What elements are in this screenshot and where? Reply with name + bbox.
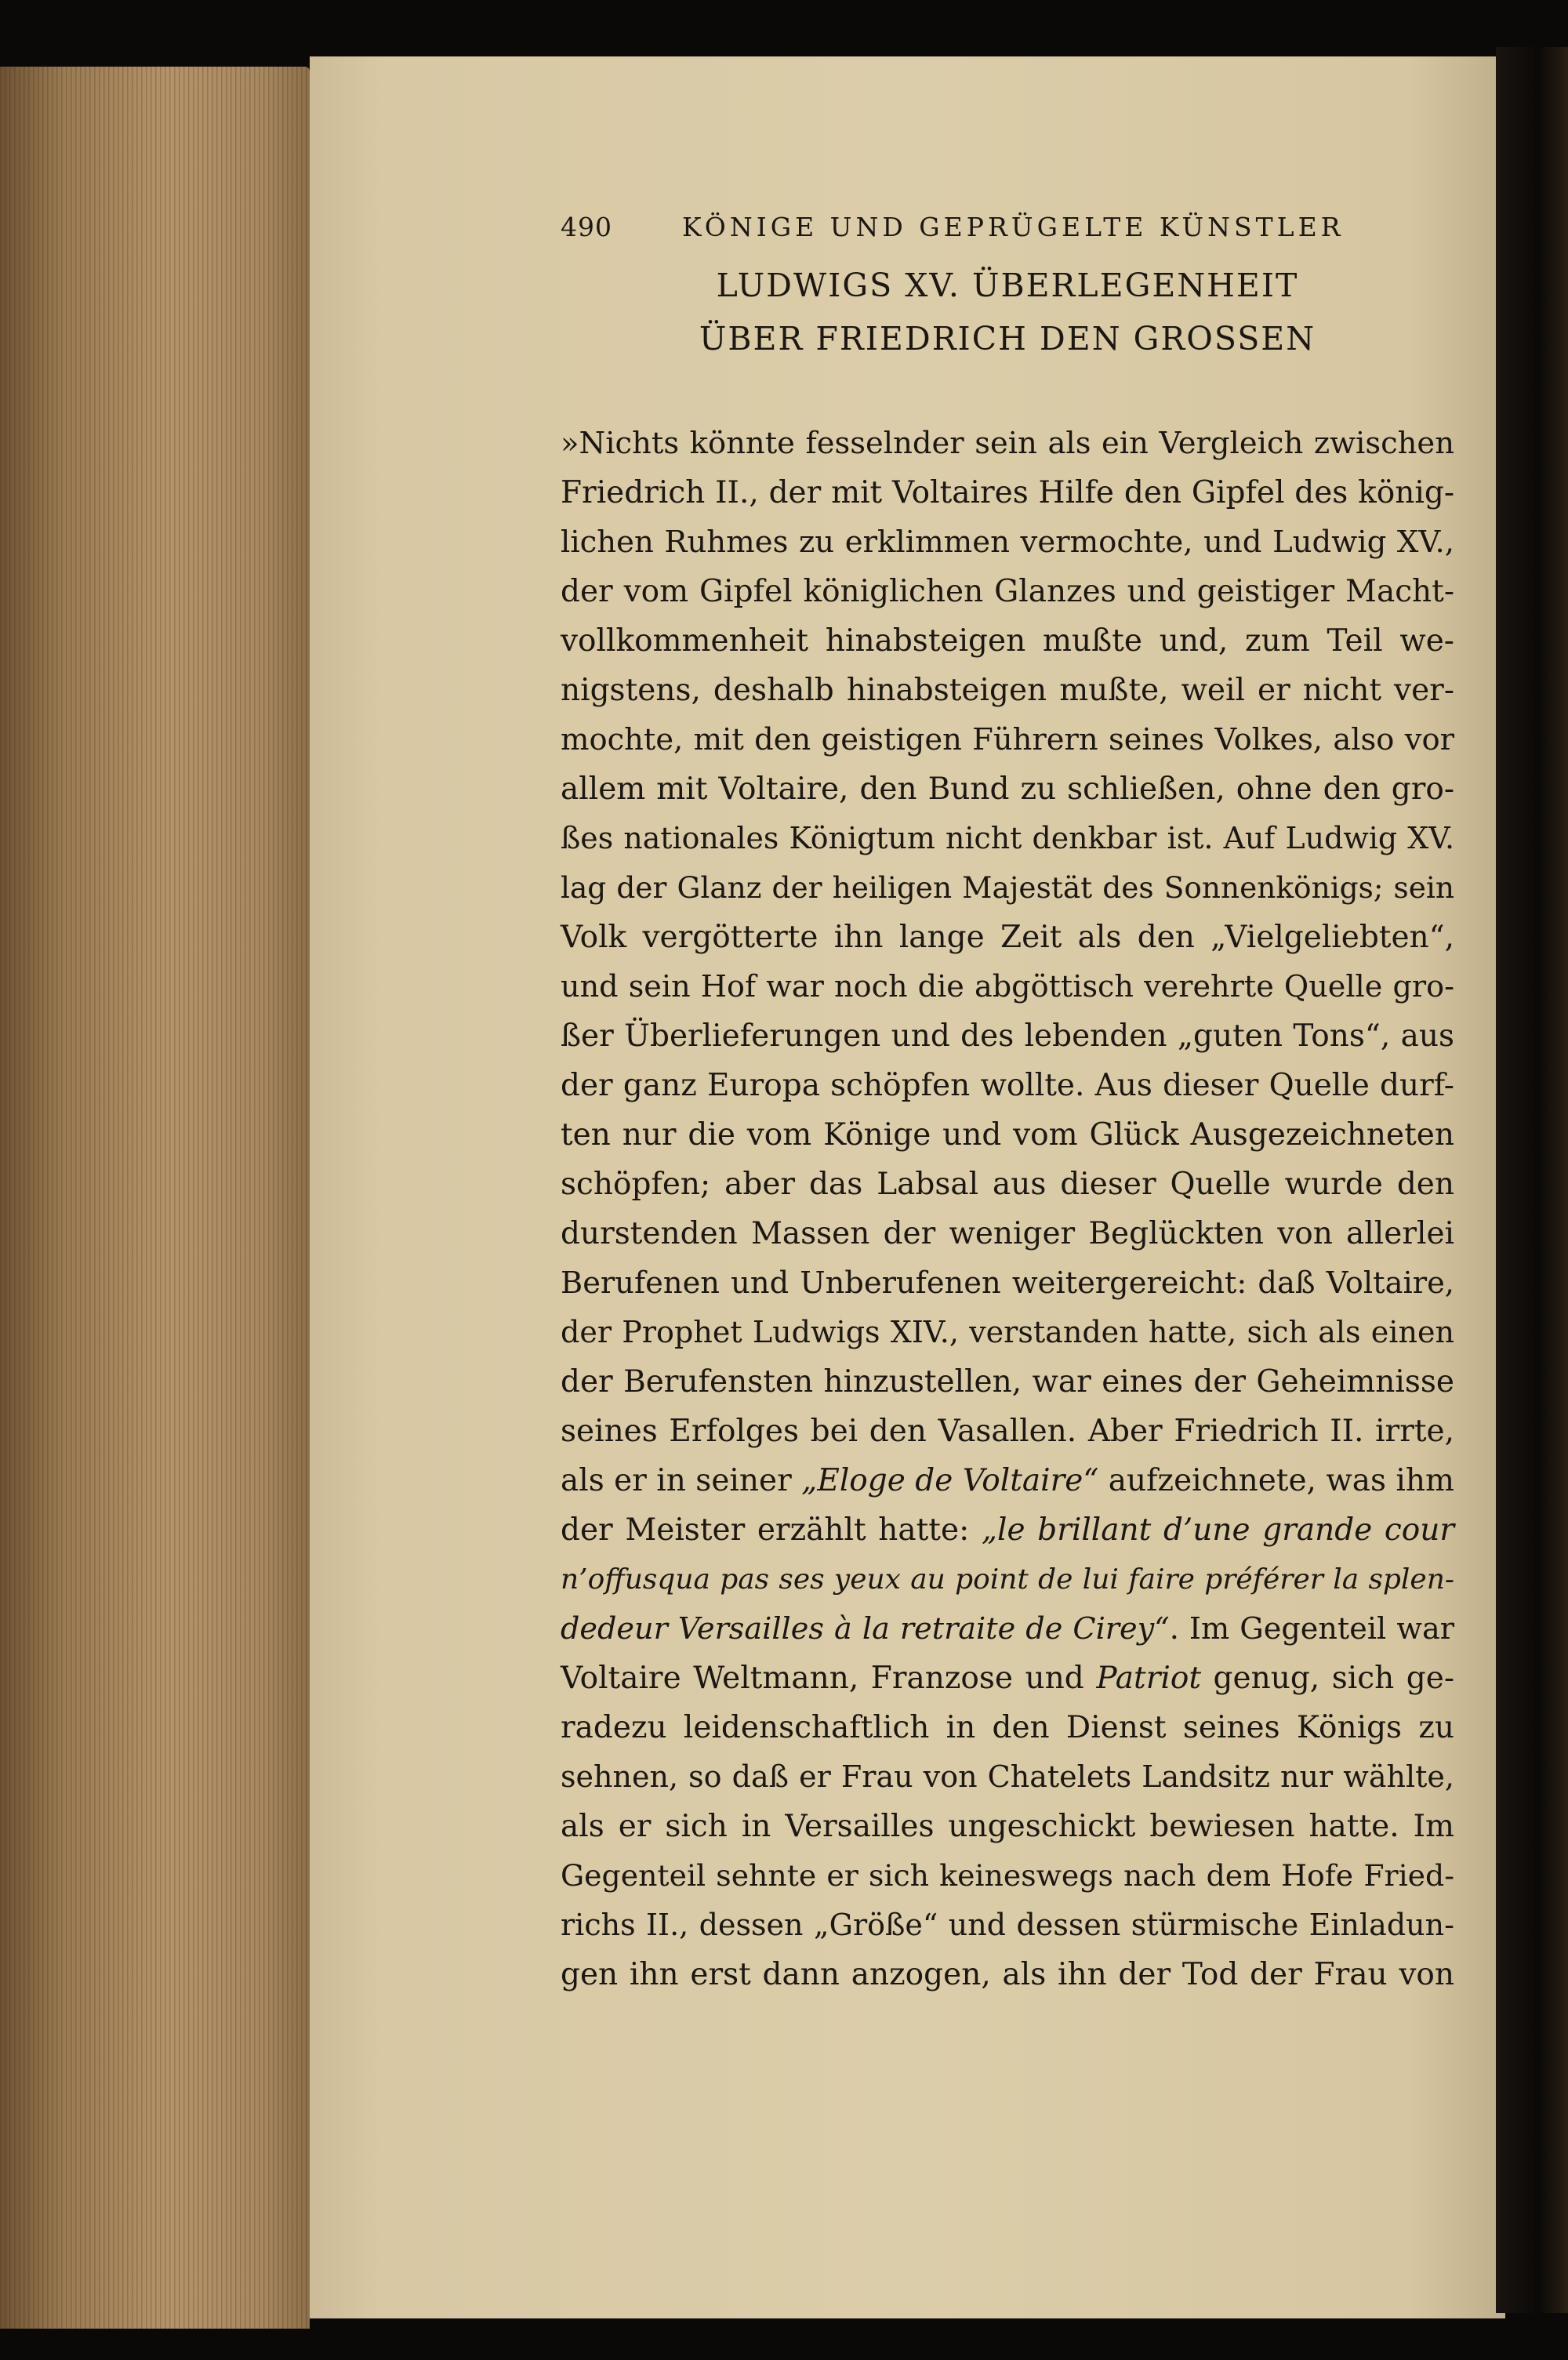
- section-heading-line-1: LUDWIGS XV. ÜBERLEGENHEIT: [716, 267, 1299, 304]
- text-segment: Voltaire Weltmann, Franzose und: [561, 1661, 1097, 1696]
- text-segment: aufzeichnete, was ihm: [1098, 1463, 1454, 1498]
- text-line: ten nur die vom Könige und vom Glück Ausgezeichneten: [561, 1117, 1454, 1153]
- text-line: ßes nationales Königtum nicht denkbar ist. Auf Ludwig XV.: [561, 821, 1454, 855]
- text-line: richs II., dessen „Größe“ und dessen stürmische Einladun-: [561, 1908, 1454, 1942]
- italic-quote: „le brillant d’une grande cour: [981, 1512, 1454, 1548]
- italic-word: Patriot: [1096, 1661, 1201, 1696]
- text-line: [561, 1654, 1454, 1703]
- text-line: mochte, mit den geistigen Führern seines Volkes, also vor: [561, 722, 1454, 757]
- text-line: und sein Hof war noch die abgöttisch verehrte Quelle gro-: [561, 969, 1454, 1004]
- text-line: durstenden Massen der weniger Beglückten von allerlei: [561, 1216, 1454, 1251]
- text-line: lag der Glanz der heiligen Majestät des Sonnenkönigs; sein: [561, 870, 1454, 905]
- text-line: Friedrich II., der mit Voltaires Hilfe den Gipfel des könig-: [561, 475, 1454, 510]
- text-line-italic-quote: n’offusqua pas ses yeux au point de lui faire préférer la splen-: [561, 1563, 1454, 1596]
- page-content: [561, 212, 1454, 1999]
- text-line: nigstens, deshalb hinabsteigen mußte, weil er nicht ver-: [561, 673, 1454, 708]
- text-segment: genug, sich ge-: [1201, 1661, 1454, 1696]
- text-line: schöpfen; aber das Labsal aus dieser Quelle wurde den: [561, 1167, 1454, 1202]
- section-heading-line-2: ÜBER FRIEDRICH DEN GROSSEN: [699, 320, 1316, 358]
- text-line: sehnen, so daß er Frau von Chatelets Landsitz nur wählte,: [561, 1759, 1454, 1794]
- text-line: Berufenen und Unberufenen weitergereicht: daß Voltaire,: [561, 1265, 1454, 1301]
- text-line: lichen Ruhmes zu erklimmen vermochte, und Ludwig XV.,: [561, 525, 1454, 560]
- section-heading: [686, 259, 1329, 365]
- text-segment: der Meister erzählt hatte:: [561, 1512, 982, 1548]
- text-line: gen ihn erst dann anzogen, als ihn der Tod der Frau von: [561, 1957, 1454, 1992]
- text-line: [561, 1456, 1454, 1505]
- text-line: vollkommenheit hinabsteigen mußte und, zum Teil we-: [561, 623, 1454, 659]
- text-line: [561, 1604, 1454, 1654]
- text-line: »Nichts könnte fesselnder sein als ein Vergleich zwischen: [561, 426, 1454, 461]
- text-line: radezu leidenschaftlich in den Dienst seines Königs zu: [561, 1710, 1454, 1745]
- text-segment: als er in seiner: [561, 1463, 802, 1498]
- text-line: der vom Gipfel königlichen Glanzes und geistiger Macht-: [561, 574, 1454, 609]
- running-head: [561, 212, 1454, 259]
- text-line: [561, 1505, 1454, 1555]
- text-line: Gegenteil sehnte er sich keineswegs nach dem Hofe Fried-: [561, 1858, 1454, 1893]
- facing-page-shadow: [1496, 47, 1568, 2313]
- text-segment: . Im Gegenteil war: [1169, 1611, 1454, 1646]
- body-text: [561, 419, 1454, 1999]
- text-line: ßer Überlieferungen und des lebenden „guten Tons“, aus: [561, 1018, 1454, 1054]
- text-line: der Prophet Ludwigs XIV., verstanden hatte, sich als einen: [561, 1315, 1454, 1349]
- text-line: allem mit Voltaire, den Bund zu schließen, ohne den gro-: [561, 772, 1454, 807]
- text-line: als er sich in Versailles ungeschickt bewiesen hatte. Im: [561, 1809, 1454, 1844]
- running-title: KÖNIGE UND GEPRÜGELTE KÜNSTLER: [682, 212, 1345, 242]
- page-number: 490: [561, 212, 612, 242]
- text-line: Volk vergötterte ihn lange Zeit als den „Vielgeliebten“,: [561, 920, 1454, 955]
- page-edges: [0, 67, 310, 2329]
- text-line: seines Erfolges bei den Vasallen. Aber Friedrich II. irrte,: [561, 1414, 1454, 1449]
- italic-quote: dedeur Versailles à la retraite de Cirey“: [561, 1611, 1170, 1646]
- italic-title: „Eloge de Voltaire“: [801, 1463, 1099, 1498]
- text-line: der Berufensten hinzustellen, war eines der Geheimnisse: [561, 1364, 1454, 1400]
- text-line: der ganz Europa schöpfen wollte. Aus dieser Quelle durf-: [561, 1068, 1454, 1103]
